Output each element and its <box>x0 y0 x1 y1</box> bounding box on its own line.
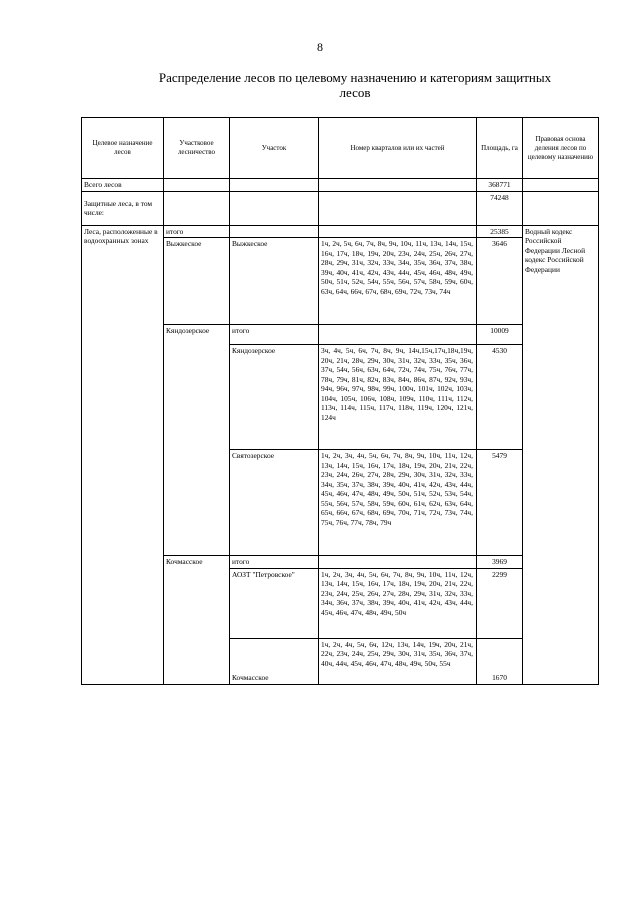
header-plot: Участок <box>230 118 319 179</box>
vyzhk-quarters: 1ч, 2ч, 5ч, 6ч, 7ч, 8ч, 9ч, 10ч, 11ч, 13ч, 14ч, 15ч, 16ч, 17ч, 18ч, 19ч, 20ч, 23ч, 24ч, 25ч, 26ч, 27ч, 28ч, 29ч, 31ч, 32ч, 33ч, 34ч, 35ч, 36ч, 37ч, 38ч, 39ч, 40ч, 41ч, 42ч, 43ч, 44ч, 45ч, 46ч, 48ч, 49ч, 50ч, 51ч, 52ч, 54ч, 55ч, 56ч, 57ч, 58ч, 59ч, 60ч, 63ч, 64ч, 66ч, 67ч, 68ч, 69ч, 72ч, 73ч, 74ч <box>319 238 477 325</box>
koch-area-2: 1670 <box>477 638 523 684</box>
water-zone-label: Леса, расположенные в водоохранных зонах <box>82 225 164 684</box>
total-area: 368771 <box>477 179 523 192</box>
koch-area: 3969 <box>477 556 523 569</box>
koch-itogo: итого <box>230 556 319 569</box>
kvand-plot-2: Святозерское <box>230 450 319 556</box>
title-line-2: лесов <box>339 85 371 100</box>
header-district: Участковое лесничество <box>164 118 230 179</box>
koch-quarters-1: 1ч, 2ч, 3ч, 4ч, 5ч, 6ч, 7ч, 8ч, 9ч, 10ч, 11ч, 12ч, 13ч, 14ч, 15ч, 16ч, 17ч, 18ч, 19ч, 20ч, 21ч, 22ч, 23ч, 24ч, 25ч, 26ч, 27ч, 28ч, 29ч, 31ч, 32ч, 33ч, 34ч, 36ч, 37ч, 38ч, 39ч, 40ч, 41ч, 42ч, 43ч, 44ч, 45ч, 46ч, 47ч, 48ч, 49ч, 50ч <box>319 568 477 638</box>
page-title <box>120 70 590 100</box>
forest-distribution-table <box>81 117 599 685</box>
vyzhk-district: Выжкеское <box>164 238 230 325</box>
kvand-quarters-1: 3ч, 4ч, 5ч, 6ч, 7ч, 8ч, 9ч, 14ч,15ч,17ч,18ч,19ч, 20ч, 21ч, 28ч, 29ч, 30ч, 31ч, 32ч, 33ч, 35ч, 36ч, 37ч, 54ч, 56ч, 63ч, 64ч, 72ч, 74ч, 75ч, 76ч, 77ч, 78ч, 79ч, 81ч, 82ч, 83ч, 84ч, 86ч, 87ч, 92ч, 93ч, 94ч, 96ч, 97ч, 98ч, 99ч, 100ч, 101ч, 102ч, 103ч, 104ч, 105ч, 106ч, 108ч, 109ч, 110ч, 111ч, 112ч, 113ч, 114ч, 115ч, 117ч, 118ч, 119ч, 120ч, 121ч, 124ч <box>319 345 477 450</box>
kvand-itogo: итого <box>230 325 319 345</box>
header-area: Площадь, га <box>477 118 523 179</box>
kvand-plot-1: Кяндозерское <box>230 345 319 450</box>
total-label: Всего лесов <box>82 179 164 192</box>
table-row <box>82 191 599 225</box>
kvand-quarters-2: 1ч, 2ч, 3ч, 4ч, 5ч, 6ч, 7ч, 8ч, 9ч, 10ч, 11ч, 12ч, 13ч, 14ч, 15ч, 16ч, 17ч, 18ч, 19ч, 20ч, 21ч, 22ч, 23ч, 24ч, 26ч, 27ч, 28ч, 29ч, 30ч, 31ч, 32ч, 33ч, 34ч, 35ч, 37ч, 38ч, 39ч, 40ч, 41ч, 42ч, 43ч, 44ч, 45ч, 46ч, 47ч, 48ч, 49ч, 50ч, 51ч, 52ч, 53ч, 54ч, 55ч, 56ч, 57ч, 58ч, 59ч, 60ч, 61ч, 62ч, 63ч, 64ч, 65ч, 66ч, 67ч, 68ч, 69ч, 70ч, 71ч, 72ч, 73ч, 74ч, 75ч, 76ч, 77ч, 78ч, 79ч <box>319 450 477 556</box>
legal-basis: Водный кодекс Российской Федерации Лесной кодекс Российской Федерации <box>523 225 599 684</box>
header-purpose: Целевое назначение лесов <box>82 118 164 179</box>
table-row <box>82 179 599 192</box>
vyzhk-plot: Выжкеское <box>230 238 319 325</box>
kvand-area-1: 4530 <box>477 345 523 450</box>
water-area: 25385 <box>477 225 523 238</box>
table-row <box>82 225 599 238</box>
kvand-district: Кяндозерское <box>164 325 230 556</box>
page-number: 8 <box>317 40 323 54</box>
kvand-area-2: 5479 <box>477 450 523 556</box>
table-header-row <box>82 118 599 179</box>
koch-quarters-2: 1ч, 2ч, 4ч, 5ч, 6ч, 12ч, 13ч, 14ч, 19ч, 20ч, 21ч, 22ч, 23ч, 24ч, 25ч, 29ч, 30ч, 31ч, 35ч, 36ч, 37ч, 40ч, 44ч, 45ч, 46ч, 47ч, 48ч, 49ч, 50ч, 55ч <box>319 638 477 684</box>
vyzhk-area: 3646 <box>477 238 523 325</box>
koch-area-1: 2299 <box>477 568 523 638</box>
koch-plot-2: Кочмасское <box>230 638 319 684</box>
kvand-area: 10009 <box>477 325 523 345</box>
protective-area: 74248 <box>477 191 523 225</box>
protective-label: Защитные леса, в том числе: <box>82 191 164 225</box>
koch-plot-1: АОЗТ "Петровское" <box>230 568 319 638</box>
header-legal: Правовая основа деления лесов по целевому назначению <box>523 118 599 179</box>
koch-district: Кочмасское <box>164 556 230 685</box>
water-itogo: итого <box>164 225 230 238</box>
header-quarters: Номер кварталов или их частей <box>319 118 477 179</box>
title-line-1: Распределение лесов по целевому назначению и категориям защитных <box>158 70 552 85</box>
